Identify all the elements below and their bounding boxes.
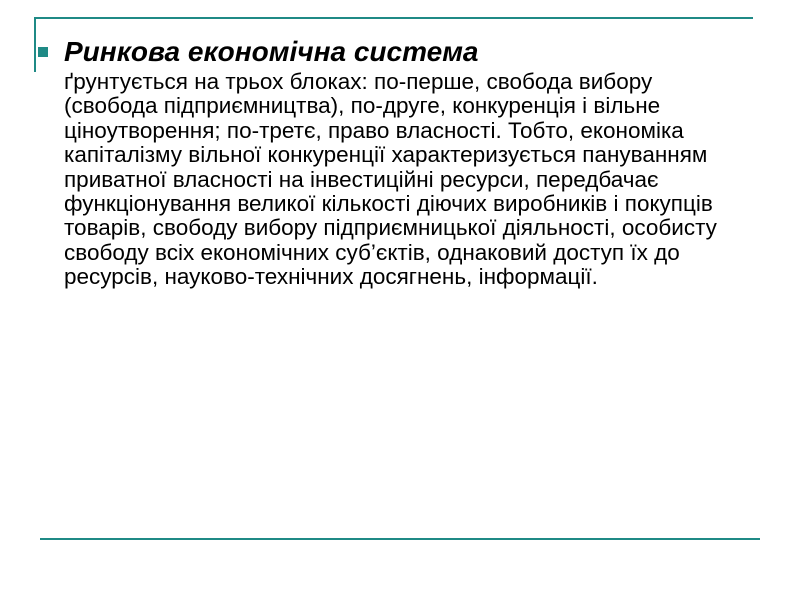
left-divider [34, 17, 36, 72]
square-bullet-icon [38, 47, 48, 57]
bottom-divider [40, 538, 760, 540]
top-divider [34, 17, 753, 19]
slide-heading: Ринкова економічна система [64, 36, 479, 67]
bullet-text [64, 34, 744, 290]
slide-body: ґрунтується на трьох блоках: по-перше, свобода вибору (свобода підприємництва), по-друге, конкуренція і вільне ціноутворення; по-третє, право власності. Тобто, економіка капіталізму вільної конкуренції характеризується пануванням приватної власності на інвестиційні ресурси, передбачає функціонування великої кількості діючих виробників і покупців товарів, свободу вибору підприємницької діяльності, особисту свободу всіх економічних суб’єктів, однаковий доступ їх до ресурсів, науково-технічних досягнень, інформації. [64, 69, 717, 290]
